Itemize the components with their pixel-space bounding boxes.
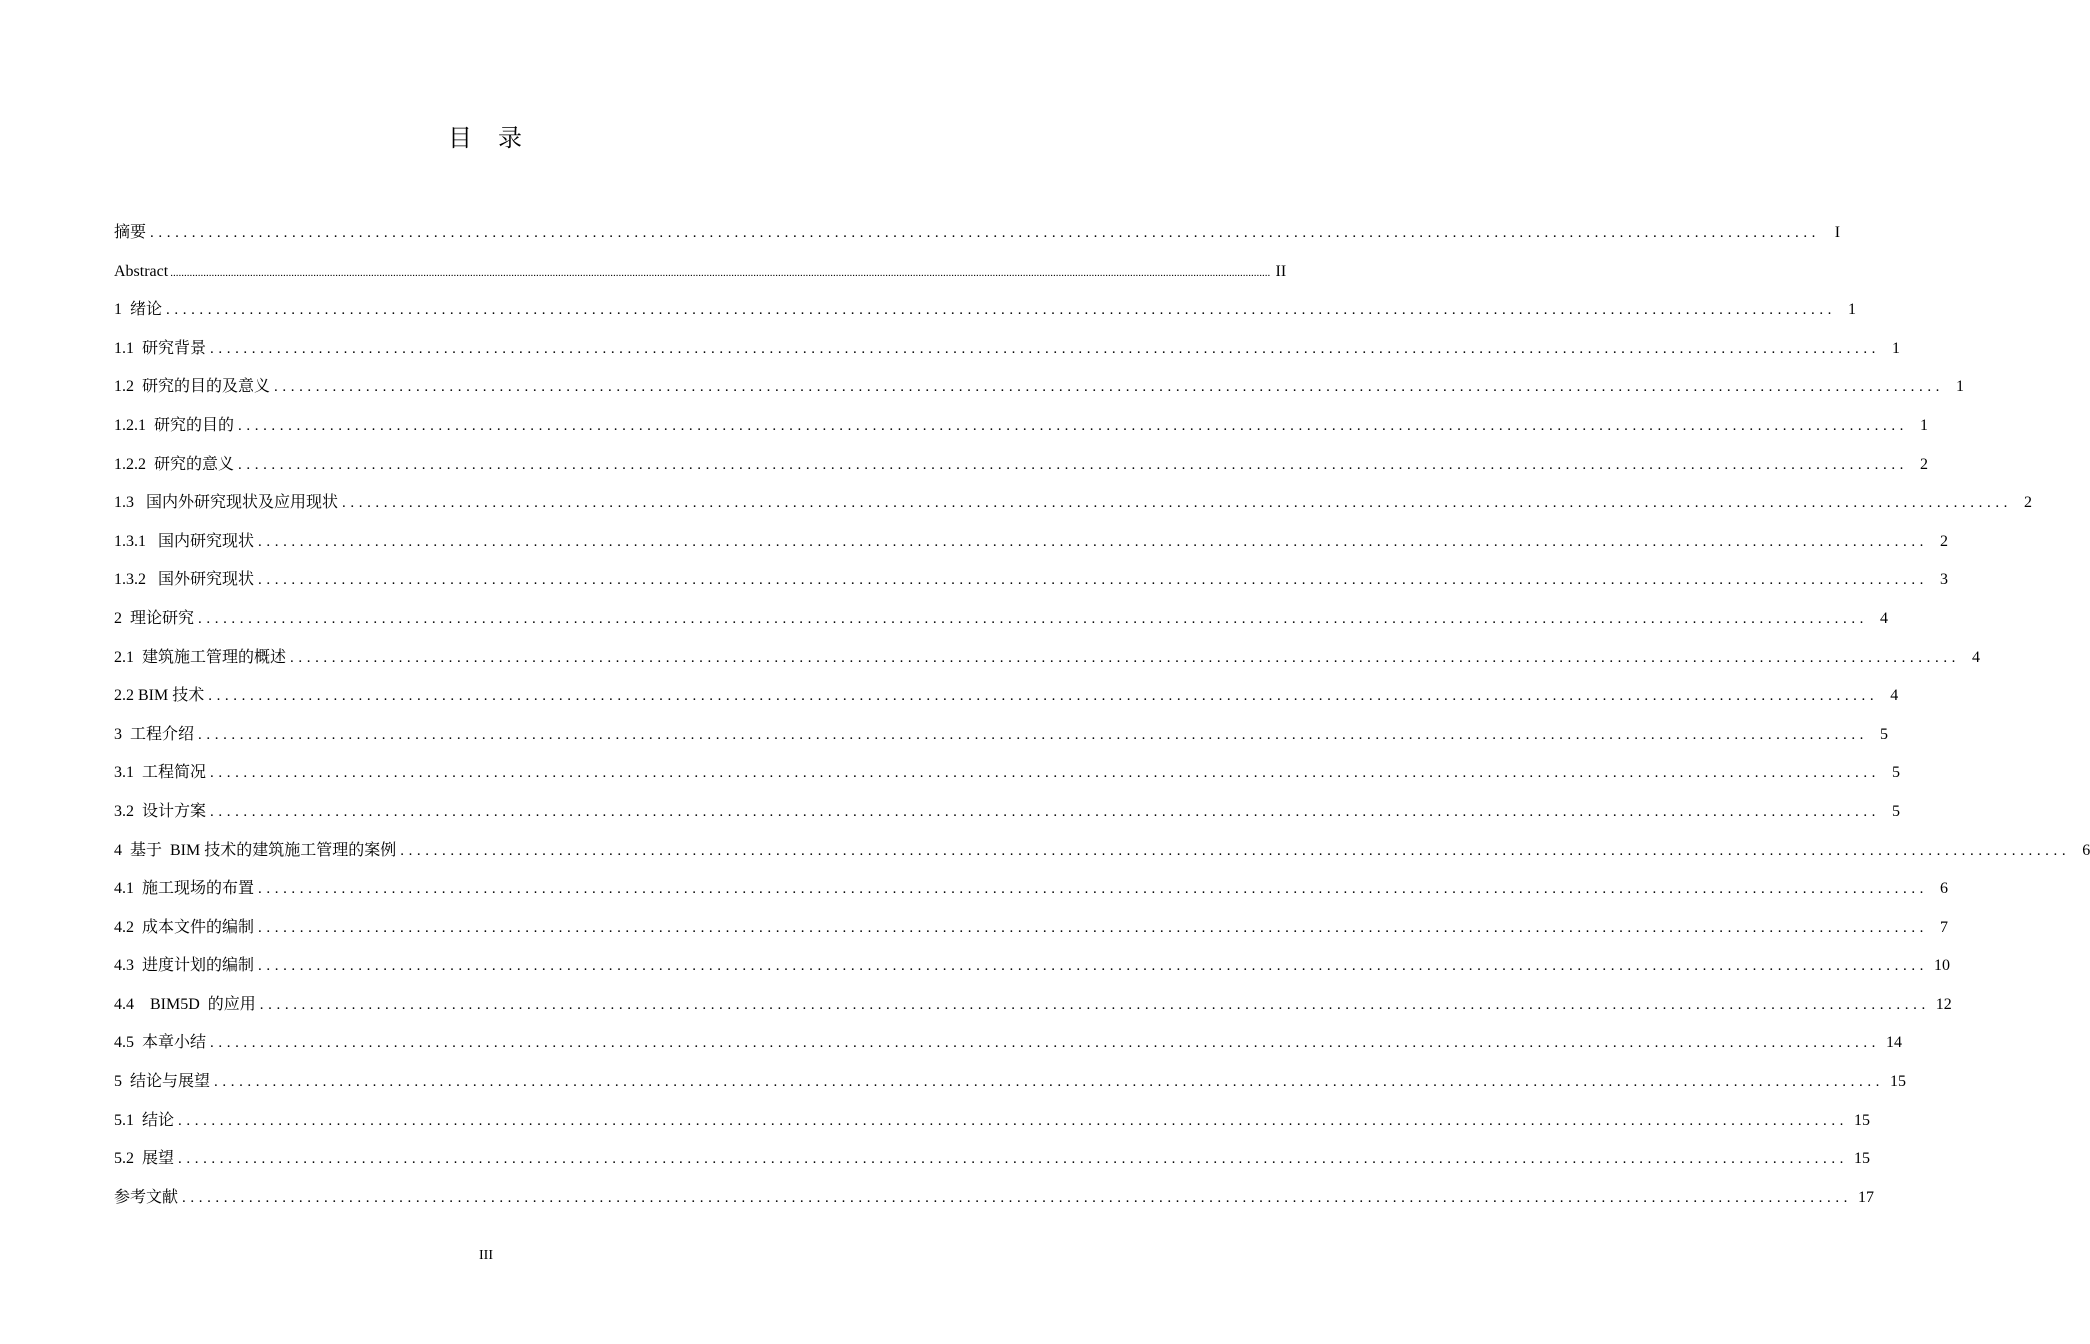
toc-entry-label: 1.2.2 研究的意义 [114, 455, 235, 473]
toc-dot-leader: ........................................................................................................................................................................................................ [258, 533, 1929, 550]
toc-entry[interactable] [114, 484, 2033, 523]
toc-entry-page: 10 [1934, 957, 1951, 975]
toc-dot-leader: ........................................................................................................................................................................................................ [400, 842, 2071, 859]
toc-entry-label: 3.1 工程简况 [114, 764, 207, 782]
toc-dot-leader: ........................................................................................................................................................................................................ [214, 1074, 1885, 1091]
toc-dot-leader: ........................................................................................................................................................................................................ [208, 688, 1879, 705]
toc-dot-leader: ........................................................................................................................................................................................................ [198, 610, 1869, 627]
toc-entry[interactable] [114, 523, 1949, 562]
toc-dot-leader: ........................................................................................................................................................................................................ [182, 1189, 1853, 1206]
toc-entry[interactable] [114, 600, 1889, 639]
toc-entry[interactable] [114, 1102, 1871, 1141]
toc-entry-page: 5 [1892, 764, 1901, 782]
toc-entry-page: 1 [1920, 416, 1929, 434]
toc-entry[interactable] [114, 909, 1949, 948]
toc-dot-leader: ........................................................................................................................................................................................................ [166, 302, 1837, 319]
toc-dot-leader: ........................................................................................................................................................................................................ [274, 379, 1945, 396]
toc-entry-page: 2 [1920, 455, 1929, 473]
toc-entry-label: 摘要 [114, 224, 147, 241]
table-of-contents [114, 214, 2090, 1217]
toc-entry-page: 4 [1880, 609, 1889, 627]
toc-entry[interactable] [114, 561, 1949, 600]
toc-entry-page: II [1275, 262, 1287, 280]
toc-entry-page: 1 [1848, 301, 1857, 319]
page-number: III [479, 1248, 493, 1263]
toc-dot-leader: ........................................................................................................................................................................................................ [178, 1151, 1849, 1168]
toc-entry-label: 5.2 展望 [114, 1150, 175, 1168]
toc-entry[interactable] [114, 407, 1929, 446]
toc-entry-label: 4.1 施工现场的布置 [114, 880, 255, 898]
toc-entry[interactable] [114, 677, 1899, 716]
toc-dot-leader: ........................................................................................................................................................................................................ [258, 919, 1929, 936]
toc-dot-leader: ........................................................................................................................................................................................................ [258, 572, 1929, 589]
toc-entry-label: 3.2 设计方案 [114, 802, 207, 820]
toc-entry-page: 15 [1854, 1111, 1871, 1129]
toc-entry-page: 5 [1892, 802, 1901, 820]
toc-entry-label: 5 结论与展望 [114, 1073, 211, 1091]
toc-entry-label: 1 绪论 [114, 301, 163, 319]
toc-entry-page: 5 [1880, 725, 1889, 743]
toc-entry-page: 4 [1972, 648, 1981, 666]
toc-entry-page: 2 [1940, 532, 1949, 550]
toc-dot-leader: ........................................................................................................................................................................................................ [198, 726, 1869, 743]
toc-entry[interactable] [114, 832, 2090, 871]
toc-entry-page: 4 [1890, 687, 1899, 705]
toc-entry[interactable] [114, 870, 1949, 909]
toc-entry-label: 4.2 成本文件的编制 [114, 918, 255, 936]
toc-entry[interactable] [114, 446, 1929, 485]
toc-entry-label: 4.3 进度计划的编制 [114, 957, 255, 975]
toc-entry-label: 1.1 研究背景 [114, 339, 207, 357]
toc-dot-leader: ........................................................................................................................................................................................................ [238, 456, 1909, 473]
toc-entry[interactable] [114, 1140, 1871, 1179]
toc-entry[interactable] [114, 754, 1901, 793]
toc-dot-leader: ........................................................................................................................................................................................................ [238, 417, 1909, 434]
toc-entry[interactable] [114, 291, 1857, 330]
toc-entry[interactable] [114, 793, 1901, 832]
toc-dot-leader: ........................................................................................................................................................................................................ [150, 225, 1821, 241]
toc-entry-label: 4 基于 BIM 技术的建筑施工管理的案例 [114, 841, 397, 859]
toc-entry-label: 2 理论研究 [114, 609, 195, 627]
toc-dot-leader: ........................................................................................................................................................................................................ [342, 495, 2013, 512]
toc-entry-label: Abstract [114, 262, 169, 280]
toc-entry-label: 3 工程介绍 [114, 725, 195, 743]
toc-entry-page: I [1834, 224, 1841, 241]
toc-entry[interactable] [114, 639, 1981, 678]
toc-dot-leader: ........................................................................................................................................................................................................ [258, 881, 1929, 898]
toc-entry-label: 1.2 研究的目的及意义 [114, 378, 271, 396]
toc-entry-page: 2 [2024, 494, 2033, 512]
toc-dot-leader: ........................................................................................................................................................................................................ [210, 803, 1881, 820]
toc-entry[interactable] [114, 1063, 1907, 1102]
page-title: 目 录 [448, 126, 532, 152]
toc-entry-page: 6 [1940, 880, 1949, 898]
toc-entry-label: 4.4 BIM5D 的应用 [114, 995, 256, 1013]
toc-dot-leader: ........................................................................................................................................................................................................ [259, 996, 1930, 1013]
toc-entry-page: 15 [1854, 1150, 1871, 1168]
toc-dot-leader: ................................................................................................................................................................................................................................................................................................................................................................................................................ [170, 266, 1271, 279]
toc-entry-label: 1.3.2 国外研究现状 [114, 571, 255, 589]
toc-dot-leader: ........................................................................................................................................................................................................ [210, 340, 1881, 357]
toc-entry-page: 12 [1935, 995, 1952, 1013]
toc-dot-leader: ........................................................................................................................................................................................................ [178, 1112, 1849, 1129]
toc-entry-label: 1.3 国内外研究现状及应用现状 [114, 494, 339, 512]
toc-entry[interactable] [114, 368, 1965, 407]
toc-entry[interactable] [114, 253, 1287, 292]
toc-entry-label: 1.3.1 国内研究现状 [114, 532, 255, 550]
toc-dot-leader: ........................................................................................................................................................................................................ [290, 649, 1961, 666]
toc-entry-label: 2.2 BIM 技术 [114, 687, 205, 705]
toc-dot-leader: ........................................................................................................................................................................................................ [210, 765, 1881, 782]
toc-entry[interactable] [114, 716, 1889, 755]
toc-entry-label: 2.1 建筑施工管理的概述 [114, 648, 287, 666]
toc-entry[interactable] [114, 1024, 1903, 1063]
toc-entry-page: 1 [1892, 339, 1901, 357]
toc-entry-label: 4.5 本章小结 [114, 1034, 207, 1052]
toc-dot-leader: ........................................................................................................................................................................................................ [210, 1035, 1881, 1052]
toc-entry-page: 14 [1886, 1034, 1903, 1052]
toc-entry-page: 6 [2082, 841, 2090, 859]
toc-entry-label: 5.1 结论 [114, 1111, 175, 1129]
toc-entry[interactable] [114, 330, 1901, 369]
toc-dot-leader: ........................................................................................................................................................................................................ [258, 958, 1929, 975]
toc-entry[interactable] [114, 947, 1951, 986]
toc-entry-label: 参考文献 [114, 1188, 179, 1206]
toc-entry-page: 15 [1890, 1073, 1907, 1091]
toc-entry-page: 7 [1940, 918, 1949, 936]
toc-entry[interactable] [114, 986, 1952, 1025]
toc-entry-page: 1 [1956, 378, 1965, 396]
toc-entry-page: 17 [1858, 1188, 1875, 1206]
toc-entry-page: 3 [1940, 571, 1949, 589]
toc-entry[interactable] [114, 1179, 1875, 1218]
toc-entry-label: 1.2.1 研究的目的 [114, 416, 235, 434]
toc-entry[interactable] [114, 214, 1841, 253]
